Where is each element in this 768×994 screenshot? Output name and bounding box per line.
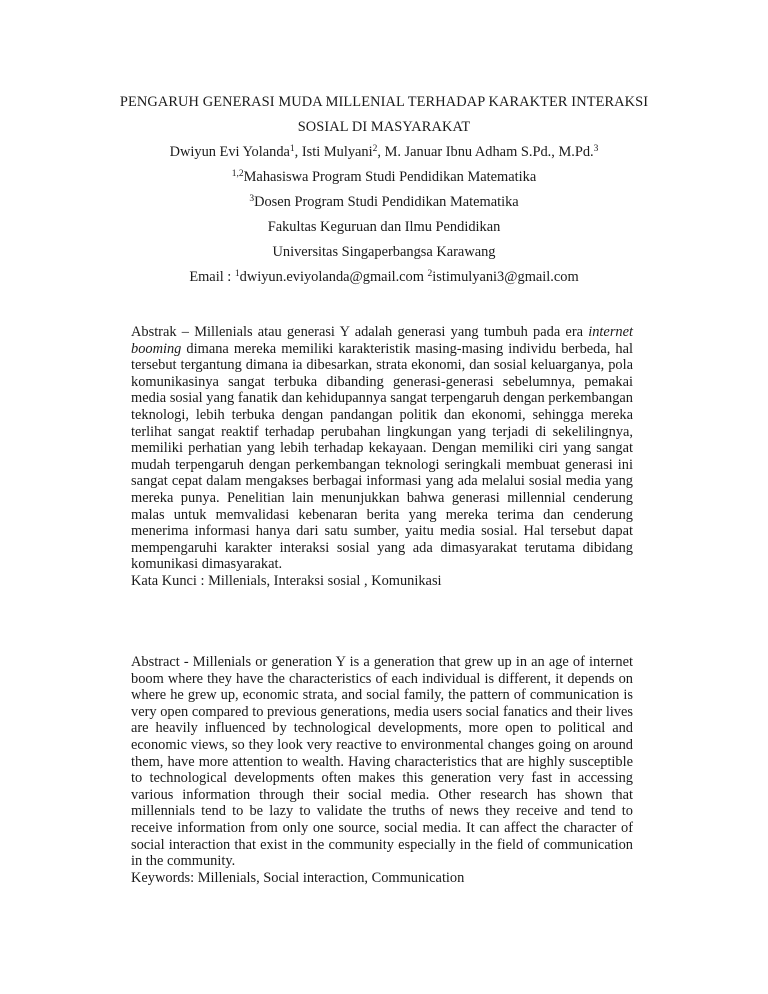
email-2: istimulyani3@gmail.com bbox=[432, 269, 579, 285]
author-1-sup: 1 bbox=[289, 144, 295, 154]
author-names bbox=[60, 140, 708, 165]
keywords: Keywords: Millenials, Social interaction, Communication bbox=[131, 869, 465, 886]
abstrak-italic-term: internet booming bbox=[131, 324, 633, 357]
abstrak-lead: Abstrak – Millenials atau generasi Y adalah generasi yang tumbuh pada era bbox=[131, 324, 589, 340]
abstrak-body: dimana mereka memiliki karakteristik masing-masing individu berbeda, hal tersebut tergantung dimana ia dibesarkan, strata ekonomi, dan sosial keluarganya, pola komunikasinya sangat terbuka dibanding generasi-generasi sebelumnya, pemakai media sosial yang fanatik dan kehidupannya sangat terpengaruh dengan perkembangan teknologi, lebih terbuka dengan pandangan politik dan ekonomi, sehingga mereka terlihat sangat reaktif terhadap perubahan lingkungan yang terjadi di sekelilingnya, memiliki perhatian yang lebih terhadap kekayaan. Dengan memiliki ciri yang sangat mudah terpengaruh dengan perkembangan teknologi seringkali membuat generasi ini sangat cepat dalam mengakses berbagai informasi yang ada melalui sosial media yang mereka punya. Penelitian lain menunjukkan bahwa generasi millennial cenderung malas untuk memvalidasi kebenaran berita yang mereka terima dan cenderung menerima informasi hanya dari satu sumber, yaitu media sosial. Hal tersebut dapat mempengaruhi karakter interaksi sosial yang ada dimasyarakat terutama dibidang komunikasi dimasyarakat. bbox=[131, 340, 633, 573]
kata-kunci: Kata Kunci : Millenials, Interaksi sosial , Komunikasi bbox=[131, 572, 442, 589]
author-3: , M. Januar Ibnu Adham S.Pd., M.Pd. bbox=[377, 144, 594, 160]
author-1: Dwiyun Evi Yolanda bbox=[169, 144, 290, 160]
title-line-2: SOSIAL DI MASYARAKAT bbox=[297, 119, 471, 135]
paper-title bbox=[90, 90, 678, 140]
faculty: Fakultas Keguruan dan Ilmu Pendidikan bbox=[267, 219, 501, 235]
affiliation-lecturer bbox=[60, 190, 708, 215]
abstrak-paragraph bbox=[131, 324, 633, 573]
email-2-sup: 2 bbox=[427, 269, 433, 279]
email-1: dwiyun.eviyolanda@gmail.com bbox=[239, 269, 428, 285]
affiliation-students-sup: 1,2 bbox=[231, 169, 244, 179]
author-3-sup: 3 bbox=[593, 144, 599, 154]
affiliation-lecturer-sup: 3 bbox=[249, 194, 255, 204]
abstract-english bbox=[131, 654, 633, 886]
abstrak-indonesian bbox=[131, 324, 633, 590]
email-label: Email : bbox=[189, 269, 235, 285]
university: Universitas Singaperbangsa Karawang bbox=[272, 244, 496, 260]
author-2: , Isti Mulyani bbox=[294, 144, 373, 160]
title-line-1: PENGARUH GENERASI MUDA MILLENIAL TERHADAP KARAKTER INTERAKSI bbox=[119, 94, 649, 110]
email-1-sup: 1 bbox=[234, 269, 240, 279]
affiliation-students bbox=[60, 165, 708, 190]
email-line bbox=[60, 265, 708, 290]
affiliation-lecturer-text: Dosen Program Studi Pendidikan Matematika bbox=[254, 194, 519, 210]
abstract-paragraph: Abstract - Millenials or generation Y is a generation that grew up in an age of internet boom where they have the characteristics of each individual is different, it depends on where he grew up, economic strata, and social family, the pattern of communication is very open compared to previous generations, media users social fanatics and their lives are heavily influenced by technological developments, more open to political and economic views, so they look very reactive to environmental changes going on around them, have more attention to wealth. Having characteristics that are highly susceptible to technological developments often makes this generation very fast in accessing various information through their social media. Other research has shown that millennials tend to be lazy to validate the truths of news they receive and tend to receive information from only one source, social media. It can affect the character of social interaction that exist in the community especially in the field of communication in the community. bbox=[131, 654, 633, 870]
affiliation-students-text: Mahasiswa Program Studi Pendidikan Matematika bbox=[243, 169, 537, 185]
author-2-sup: 2 bbox=[372, 144, 378, 154]
author-block bbox=[60, 140, 708, 290]
